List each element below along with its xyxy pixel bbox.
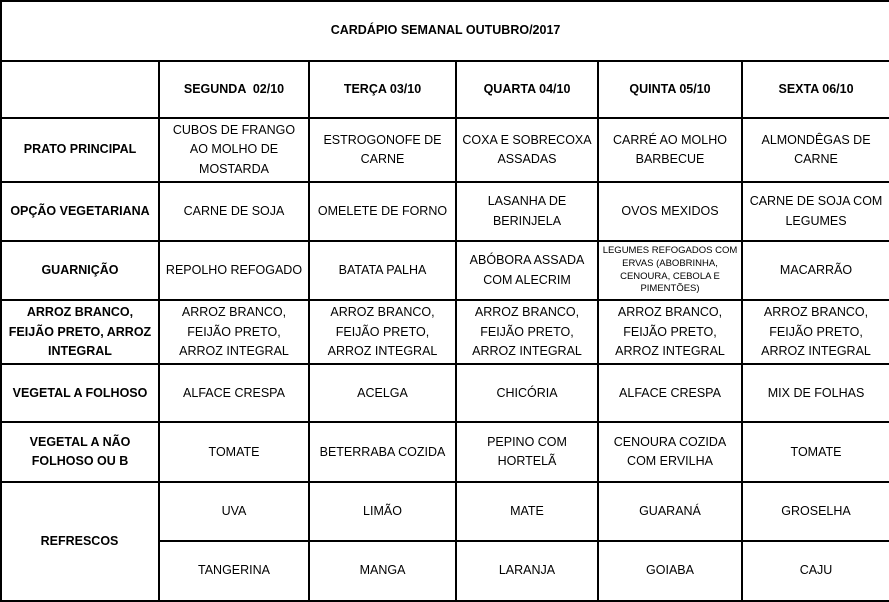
row-label-guarnicao: GUARNIÇÃO — [1, 241, 159, 300]
table-row — [1, 182, 889, 241]
column-header-quarta: QUARTA 04/10 — [456, 61, 598, 118]
menu-cell: BATATA PALHA — [309, 241, 456, 300]
menu-cell: ALMONDÊGAS DE CARNE — [742, 118, 889, 182]
menu-cell: ALFACE CRESPA — [159, 364, 309, 422]
menu-cell: OMELETE DE FORNO — [309, 182, 456, 241]
menu-cell: ESTROGONOFE DE CARNE — [309, 118, 456, 182]
menu-cell: LIMÃO — [309, 482, 456, 541]
menu-cell: CARNE DE SOJA — [159, 182, 309, 241]
menu-cell: TOMATE — [159, 422, 309, 482]
menu-cell: UVA — [159, 482, 309, 541]
table-row — [1, 300, 889, 364]
menu-cell: MATE — [456, 482, 598, 541]
menu-cell: ARROZ BRANCO, FEIJÃO PRETO, ARROZ INTEGRAL — [456, 300, 598, 364]
menu-cell: GOIABA — [598, 541, 742, 601]
menu-cell: COXA E SOBRECOXA ASSADAS — [456, 118, 598, 182]
row-label-vegetal-folhoso: VEGETAL A FOLHOSO — [1, 364, 159, 422]
menu-cell: MACARRÃO — [742, 241, 889, 300]
menu-cell: LARANJA — [456, 541, 598, 601]
menu-cell: LASANHA DE BERINJELA — [456, 182, 598, 241]
header-row — [1, 61, 889, 118]
menu-cell: CAJU — [742, 541, 889, 601]
menu-cell: TANGERINA — [159, 541, 309, 601]
menu-cell: ARROZ BRANCO, FEIJÃO PRETO, ARROZ INTEGRAL — [159, 300, 309, 364]
row-label-opcao-vegetariana: OPÇÃO VEGETARIANA — [1, 182, 159, 241]
menu-cell: OVOS MEXIDOS — [598, 182, 742, 241]
menu-cell: BETERRABA COZIDA — [309, 422, 456, 482]
row-label-prato-principal: PRATO PRINCIPAL — [1, 118, 159, 182]
menu-cell: MANGA — [309, 541, 456, 601]
table-row — [1, 482, 889, 541]
column-header-sexta: SEXTA 06/10 — [742, 61, 889, 118]
menu-cell: ABÓBORA ASSADA COM ALECRIM — [456, 241, 598, 300]
menu-cell: LEGUMES REFOGADOS COM ERVAS (ABOBRINHA, CENOURA, CEBOLA E PIMENTÕES) — [598, 241, 742, 300]
corner-cell — [1, 61, 159, 118]
menu-cell: ARROZ BRANCO, FEIJÃO PRETO, ARROZ INTEGRAL — [309, 300, 456, 364]
menu-cell: GUARANÁ — [598, 482, 742, 541]
menu-cell: ALFACE CRESPA — [598, 364, 742, 422]
menu-cell: ACELGA — [309, 364, 456, 422]
row-label-arroz-feijao: ARROZ BRANCO, FEIJÃO PRETO, ARROZ INTEGRAL — [1, 300, 159, 364]
table-row — [1, 118, 889, 182]
table-row — [1, 364, 889, 422]
menu-cell: CARNE DE SOJA COM LEGUMES — [742, 182, 889, 241]
menu-cell: MIX DE FOLHAS — [742, 364, 889, 422]
table-row — [1, 422, 889, 482]
menu-cell: CUBOS DE FRANGO AO MOLHO DE MOSTARDA — [159, 118, 309, 182]
menu-cell: PEPINO COM HORTELÃ — [456, 422, 598, 482]
menu-cell: ARROZ BRANCO, FEIJÃO PRETO, ARROZ INTEGRAL — [742, 300, 889, 364]
title-row — [1, 1, 889, 61]
menu-cell: CENOURA COZIDA COM ERVILHA — [598, 422, 742, 482]
menu-cell: TOMATE — [742, 422, 889, 482]
menu-cell: CARRÉ AO MOLHO BARBECUE — [598, 118, 742, 182]
column-header-quinta: QUINTA 05/10 — [598, 61, 742, 118]
table-row — [1, 241, 889, 300]
row-label-refrescos: REFRESCOS — [1, 482, 159, 601]
table-title: CARDÁPIO SEMANAL OUTUBRO/2017 — [1, 1, 889, 61]
column-header-segunda: SEGUNDA 02/10 — [159, 61, 309, 118]
row-label-vegetal-nao-folhoso: VEGETAL A NÃO FOLHOSO OU B — [1, 422, 159, 482]
menu-cell: REPOLHO REFOGADO — [159, 241, 309, 300]
column-header-terca: TERÇA 03/10 — [309, 61, 456, 118]
menu-cell: GROSELHA — [742, 482, 889, 541]
menu-cell: ARROZ BRANCO, FEIJÃO PRETO, ARROZ INTEGRAL — [598, 300, 742, 364]
menu-cell: CHICÓRIA — [456, 364, 598, 422]
